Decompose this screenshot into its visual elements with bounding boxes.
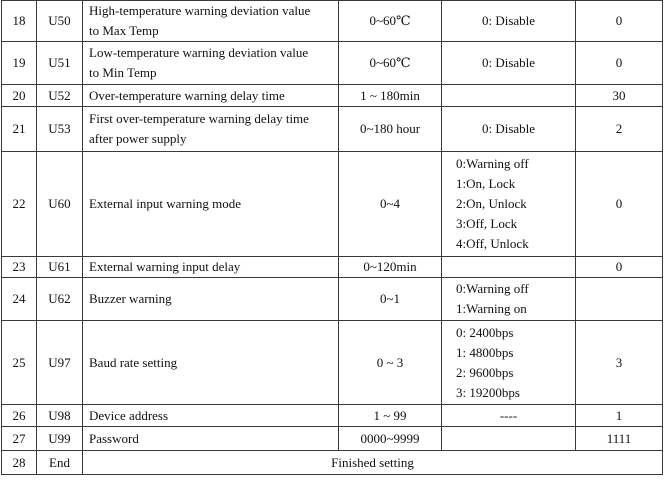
row-number: 20 bbox=[2, 85, 37, 107]
row-number: 26 bbox=[2, 405, 37, 427]
parameter-description bbox=[83, 85, 339, 107]
description-line: Device address bbox=[89, 407, 169, 423]
parameter-description bbox=[83, 1, 339, 42]
option-line: 0: 2400bps bbox=[456, 324, 514, 340]
row-number: 18 bbox=[2, 1, 37, 42]
description-line: First over-temperature warning delay time bbox=[89, 111, 309, 126]
row-number: 25 bbox=[2, 321, 37, 405]
parameter-code: U98 bbox=[37, 405, 83, 427]
parameter-table bbox=[1, 0, 663, 475]
parameter-description bbox=[83, 405, 339, 427]
description-line: High-temperature warning deviation value bbox=[89, 3, 311, 18]
parameter-options bbox=[442, 152, 576, 257]
table-row bbox=[2, 152, 663, 257]
parameter-options bbox=[442, 405, 576, 427]
option-line: 0:Warning off bbox=[456, 156, 529, 171]
option-line: 1:Warning on bbox=[456, 301, 527, 316]
table-row bbox=[2, 107, 663, 152]
parameter-range: 0~4 bbox=[339, 152, 442, 257]
table-row bbox=[2, 427, 663, 451]
parameter-description bbox=[83, 321, 339, 405]
description-line: to Max Temp bbox=[89, 23, 159, 38]
parameter-code: U60 bbox=[37, 152, 83, 257]
parameter-range: 0~1 bbox=[339, 278, 442, 321]
row-number: 19 bbox=[2, 42, 37, 85]
option-line: 0:Warning off bbox=[456, 281, 529, 296]
table-row bbox=[2, 257, 663, 278]
parameter-code: U61 bbox=[37, 257, 83, 278]
parameter-default: 0 bbox=[576, 152, 663, 257]
option-line: 2:On, Unlock bbox=[456, 196, 527, 211]
description-line: Low-temperature warning deviation value bbox=[89, 45, 309, 60]
parameter-description bbox=[83, 107, 339, 152]
row-number: 22 bbox=[2, 152, 37, 257]
option-line: ---- bbox=[499, 407, 518, 423]
parameter-code: U53 bbox=[37, 107, 83, 152]
parameter-description bbox=[83, 278, 339, 321]
table-row bbox=[2, 321, 663, 405]
parameter-code: U51 bbox=[37, 42, 83, 85]
finished-setting-text: Finished setting bbox=[83, 451, 663, 475]
table-row bbox=[2, 42, 663, 85]
parameter-options bbox=[442, 278, 576, 321]
parameter-options bbox=[442, 427, 576, 451]
parameter-range: 0~180 hour bbox=[339, 107, 442, 152]
parameter-default: 30 bbox=[576, 85, 663, 107]
table-row bbox=[2, 405, 663, 427]
parameter-range: 0 ~ 3 bbox=[339, 321, 442, 405]
parameter-default: 3 bbox=[576, 321, 663, 405]
row-number: 24 bbox=[2, 278, 37, 321]
parameter-code: U50 bbox=[37, 1, 83, 42]
option-line: 3: 19200bps bbox=[456, 384, 520, 400]
row-number: 21 bbox=[2, 107, 37, 152]
parameter-default: 0 bbox=[576, 1, 663, 42]
table-row bbox=[2, 1, 663, 42]
table-row-final bbox=[2, 451, 663, 475]
description-line: Buzzer warning bbox=[89, 291, 172, 306]
parameter-description bbox=[83, 42, 339, 85]
table-row bbox=[2, 85, 663, 107]
parameter-code: U62 bbox=[37, 278, 83, 321]
parameter-default: 1 bbox=[576, 405, 663, 427]
description-line: Baud rate setting bbox=[89, 354, 178, 370]
row-number: 23 bbox=[2, 257, 37, 278]
parameter-table-body bbox=[2, 1, 663, 475]
parameter-range: 0~60℃ bbox=[339, 42, 442, 85]
option-line: 3:Off, Lock bbox=[456, 216, 518, 231]
parameter-options bbox=[442, 1, 576, 42]
option-line: 4:Off, Unlock bbox=[456, 236, 529, 251]
option-line: 1: 4800bps bbox=[456, 344, 514, 360]
option-line: 2: 9600bps bbox=[456, 364, 514, 380]
parameter-options bbox=[442, 321, 576, 405]
parameter-default: 2 bbox=[576, 107, 663, 152]
parameter-options bbox=[442, 42, 576, 85]
row-number: 27 bbox=[2, 427, 37, 451]
description-line: to Min Temp bbox=[89, 65, 157, 80]
parameter-options bbox=[442, 257, 576, 278]
parameter-description bbox=[83, 427, 339, 451]
parameter-code: U52 bbox=[37, 85, 83, 107]
row-number: 28 bbox=[2, 451, 37, 475]
description-line: Password bbox=[89, 430, 139, 446]
parameter-range: 1 ~ 180min bbox=[339, 85, 442, 107]
parameter-description bbox=[83, 152, 339, 257]
description-line: External warning input delay bbox=[89, 259, 241, 274]
option-line: 1:On, Lock bbox=[456, 176, 516, 191]
option-line: 0: Disable bbox=[481, 55, 536, 70]
option-line: 0: Disable bbox=[481, 13, 536, 28]
parameter-options bbox=[442, 85, 576, 107]
parameter-default: 0 bbox=[576, 42, 663, 85]
description-line: Over-temperature warning delay time bbox=[89, 87, 285, 103]
parameter-code: U97 bbox=[37, 321, 83, 405]
description-line: External input warning mode bbox=[89, 196, 241, 211]
description-line: after power supply bbox=[89, 131, 187, 146]
parameter-default: 0 bbox=[576, 257, 663, 278]
parameter-options bbox=[442, 107, 576, 152]
parameter-range: 0000~9999 bbox=[339, 427, 442, 451]
parameter-code: U99 bbox=[37, 427, 83, 451]
parameter-code: End bbox=[37, 451, 83, 475]
option-line: 0: Disable bbox=[481, 121, 536, 136]
table-row bbox=[2, 278, 663, 321]
parameter-range: 0~120min bbox=[339, 257, 442, 278]
parameter-range: 0~60℃ bbox=[339, 1, 442, 42]
parameter-range: 1 ~ 99 bbox=[339, 405, 442, 427]
parameter-default: 1111 bbox=[576, 427, 663, 451]
parameter-default bbox=[576, 278, 663, 321]
parameter-description bbox=[83, 257, 339, 278]
